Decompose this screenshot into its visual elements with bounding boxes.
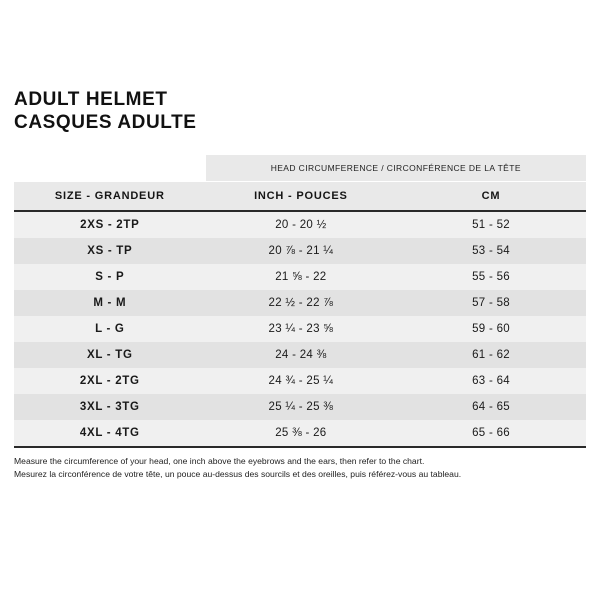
title-french: CASQUES ADULTE bbox=[14, 112, 197, 133]
column-header-inch: INCH - POUCES bbox=[206, 182, 396, 212]
cell-inch: 20 ⅞ - 21 ¼ bbox=[206, 238, 396, 264]
cell-inch: 20 - 20 ½ bbox=[206, 211, 396, 238]
cell-cm: 51 - 52 bbox=[396, 211, 586, 238]
table-row bbox=[14, 211, 586, 238]
measurement-notes bbox=[14, 455, 586, 480]
title-english: ADULT HELMET bbox=[14, 89, 168, 110]
cell-inch: 21 ⅝ - 22 bbox=[206, 264, 396, 290]
size-chart-table bbox=[14, 155, 586, 448]
cell-size: 4XL - 4TG bbox=[14, 420, 206, 447]
cell-cm: 65 - 66 bbox=[396, 420, 586, 447]
cell-size: 2XS - 2TP bbox=[14, 211, 206, 238]
table-row bbox=[14, 238, 586, 264]
table-group-header-row bbox=[14, 155, 586, 182]
table-column-header-row bbox=[14, 182, 586, 212]
cell-inch: 24 - 24 ⅜ bbox=[206, 342, 396, 368]
cell-cm: 64 - 65 bbox=[396, 394, 586, 420]
table-body bbox=[14, 211, 586, 447]
column-header-cm: CM bbox=[396, 182, 586, 212]
cell-size: 3XL - 3TG bbox=[14, 394, 206, 420]
cell-inch: 25 ⅜ - 26 bbox=[206, 420, 396, 447]
cell-cm: 59 - 60 bbox=[396, 316, 586, 342]
cell-size: XL - TG bbox=[14, 342, 206, 368]
cell-size: M - M bbox=[14, 290, 206, 316]
cell-cm: 61 - 62 bbox=[396, 342, 586, 368]
cell-inch: 24 ¾ - 25 ¼ bbox=[206, 368, 396, 394]
cell-cm: 63 - 64 bbox=[396, 368, 586, 394]
cell-size: 2XL - 2TG bbox=[14, 368, 206, 394]
cell-cm: 55 - 56 bbox=[396, 264, 586, 290]
cell-cm: 57 - 58 bbox=[396, 290, 586, 316]
cell-cm: 53 - 54 bbox=[396, 238, 586, 264]
cell-inch: 25 ¼ - 25 ⅜ bbox=[206, 394, 396, 420]
header-spacer-cell bbox=[14, 155, 206, 182]
table-row bbox=[14, 342, 586, 368]
table-row bbox=[14, 394, 586, 420]
cell-size: L - G bbox=[14, 316, 206, 342]
table-row bbox=[14, 264, 586, 290]
table-row bbox=[14, 290, 586, 316]
cell-size: S - P bbox=[14, 264, 206, 290]
page-title bbox=[14, 0, 586, 134]
cell-size: XS - TP bbox=[14, 238, 206, 264]
table-row bbox=[14, 368, 586, 394]
cell-inch: 23 ¼ - 23 ⅝ bbox=[206, 316, 396, 342]
cell-inch: 22 ½ - 22 ⅞ bbox=[206, 290, 396, 316]
column-header-size: SIZE - GRANDEUR bbox=[14, 182, 206, 212]
note-french: Mesurez la circonférence de votre tête, un pouce au-dessus des sourcils et des oreilles, puis référez-vous au tableau. bbox=[14, 468, 462, 479]
table-row bbox=[14, 316, 586, 342]
note-english: Measure the circumference of your head, one inch above the eyebrows and the ears, then refer to the chart. bbox=[14, 456, 425, 466]
table-row bbox=[14, 420, 586, 447]
head-circumference-header: HEAD CIRCUMFERENCE / CIRCONFÉRENCE DE LA TÊTE bbox=[206, 155, 586, 182]
